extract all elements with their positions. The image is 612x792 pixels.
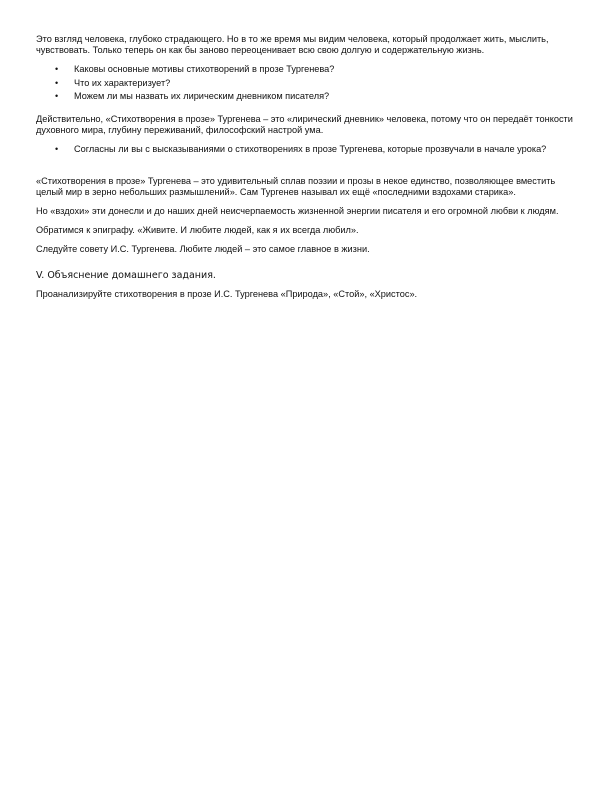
list-item <box>36 78 576 89</box>
bullet-icon: • <box>55 77 59 88</box>
list-item <box>36 144 576 155</box>
paragraph-advice: Следуйте совету И.С. Тургенева. Любите людей – это самое главное в жизни. <box>36 244 370 255</box>
paragraph-homework: Проанализируйте стихотворения в прозе И.С. Тургенева «Природа», «Стой», «Христос». <box>36 288 418 299</box>
section-heading: V. Объяснение домашнего задания. <box>36 269 216 281</box>
list-item-text: Можем ли мы назвать их лирическим дневником писателя? <box>74 90 330 101</box>
paragraph-poetry-prose: «Стихотворения в прозе» Тургенева – это удивительный сплав поэзии и прозы в некое единство, позволяющее вместить целый мир в зерно небольших размышлений». Сам Тургенев называл их ещё «последними вздохами старика». <box>36 175 556 197</box>
list-item-text: Каковы основные мотивы стихотворений в прозе Тургенева? <box>74 64 335 75</box>
paragraph-intro: Это взгляд человека, глубоко страдающего. Но в то же время мы видим человека, который продолжает жить, мыслить, чувствовать. Только теперь он как бы заново переоценивает всю свою долгую и содержательную жизнь. <box>36 34 549 56</box>
bullet-icon: • <box>55 64 59 75</box>
list-item-text: Согласны ли вы с высказываниями о стихотворениях в прозе Тургенева, которые прозвучали в начале урока? <box>74 144 547 155</box>
bullet-icon: • <box>55 144 59 155</box>
paragraph-lyrical-diary: Действительно, «Стихотворения в прозе» Тургенева – это «лирический дневник» человека, потому что он передаёт тонкости духовного мира, глубину переживаний, философский настрой ума. <box>36 114 573 136</box>
list-item-text: Что их характеризует? <box>74 77 171 88</box>
list-item <box>36 64 576 75</box>
bullet-icon: • <box>55 90 59 101</box>
question-list <box>36 64 576 102</box>
paragraph-sighs: Но «вздохи» эти донесли и до наших дней неисчерпаемость жизненной энергии писателя и его огромной любви к людям. <box>36 206 559 217</box>
paragraph-epigraph: Обратимся к эпиграфу. «Живите. И любите людей, как я их всегда любил». <box>36 225 359 236</box>
list-item <box>36 91 576 102</box>
question-list-2 <box>36 144 576 155</box>
document-page <box>36 34 576 308</box>
